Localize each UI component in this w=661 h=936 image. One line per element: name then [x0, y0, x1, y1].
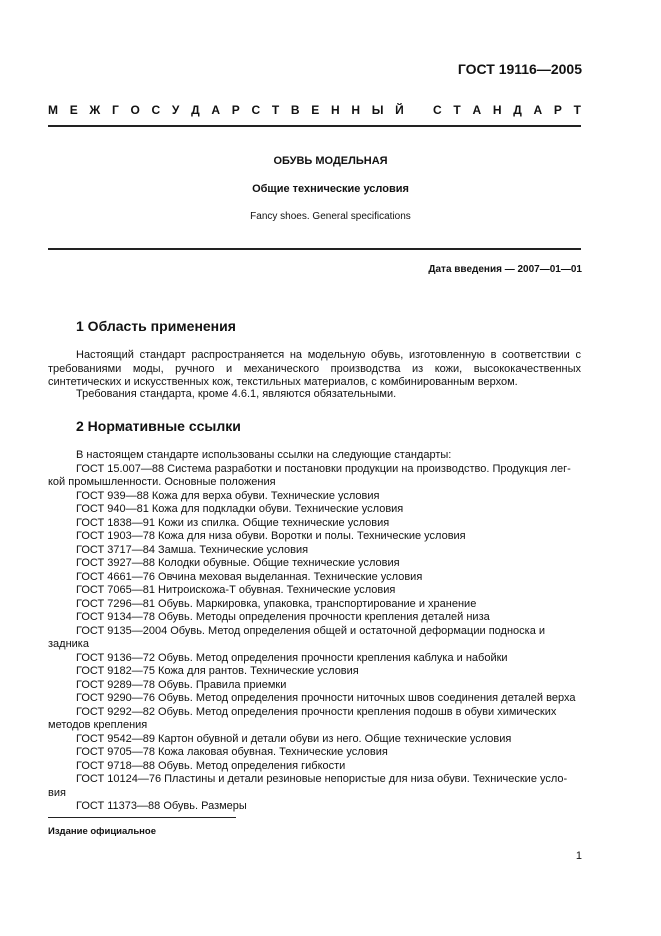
reference-text: ГОСТ 9134—78 Обувь. Методы определения прочности крепления деталей низа — [76, 611, 490, 623]
reference-item — [48, 463, 581, 490]
banner_left-letter: М — [48, 103, 58, 117]
document-title: ОБУВЬ МОДЕЛЬНАЯ — [273, 155, 388, 167]
reference-text: ГОСТ 939—88 Кожа для верха обуви. Технические условия — [76, 489, 380, 502]
reference-text: ГОСТ 9290—76 Обувь. Метод определения прочности ниточных швов соединения деталей верха — [76, 692, 576, 704]
reference-item — [48, 773, 581, 800]
section-1-heading: 1 Область применения — [76, 318, 236, 334]
normative-references — [48, 449, 581, 814]
reference-text: ГОСТ 10124—76 Пластины и детали резиновые непористые для низа обуви. Технические усло- — [76, 773, 568, 785]
reference-item — [48, 733, 581, 747]
reference-item — [48, 665, 581, 679]
banner_left-letter: Е — [311, 103, 320, 117]
reference-item — [48, 706, 581, 733]
standard-id: ГОСТ 19116—2005 — [457, 61, 582, 77]
reference-text: ГОСТ 940—81 Кожа для подкладки обуви. Технические условия — [76, 503, 404, 515]
interstate-standard-banner — [48, 103, 581, 117]
banner_left-letter: Ы — [371, 103, 384, 117]
reference-list — [48, 463, 581, 814]
banner_left-letter: У — [171, 103, 180, 117]
references-intro: В настоящем стандарте использованы ссылки на следующие стандарты: — [76, 449, 452, 461]
reference-item — [48, 517, 581, 531]
reference-continuation: вия — [48, 786, 66, 799]
reference-item — [48, 679, 581, 693]
banner_left-letter: Е — [69, 103, 78, 117]
section-1-paragraph-1: Настоящий стандарт распространяется на модельную обувь, изготовленную в соответствии с требованиями моды, ручного и механического производства из кожи, высококачественных синтетических и искусственных кож, текстильных материалов, с комбинированным верхом. — [48, 349, 581, 388]
banner_left-letter: С — [251, 103, 261, 117]
official-edition-note: Издание официальное — [48, 826, 156, 837]
reference-text: ГОСТ 3927—88 Колодки обувные. Общие технические условия — [76, 557, 400, 569]
document-subtitle: Общие технические условия — [252, 183, 409, 195]
banner_left-letter: Ж — [89, 103, 101, 117]
english-title: Fancy shoes. General specifications — [250, 211, 411, 222]
banner_left-letter: Н — [351, 103, 361, 117]
reference-item — [48, 544, 581, 558]
reference-text: ГОСТ 1838—91 Кожи из спилка. Общие технические условия — [76, 516, 390, 529]
page-number: 1 — [575, 850, 582, 862]
reference-item — [48, 611, 581, 625]
reference-item — [48, 760, 581, 774]
reference-item — [48, 571, 581, 585]
reference-text: ГОСТ 9135—2004 Обувь. Метод определения общей и остаточной деформации подноска и — [76, 624, 546, 637]
banner_right-letter: Р — [553, 103, 562, 117]
reference-text: ГОСТ 4661—76 Овчина меховая выделанная. Технические условия — [76, 570, 423, 583]
reference-text: ГОСТ 1903—78 Кожа для низа обуви. Воротки и полы. Технические условия — [76, 530, 466, 542]
reference-text: ГОСТ 7065—81 Нитроискожа-Т обувная. Технические условия — [76, 584, 396, 596]
banner_left-letter: Р — [231, 103, 240, 117]
reference-text: ГОСТ 3717—84 Замша. Технические условия — [76, 543, 309, 556]
reference-text: ГОСТ 11373—88 Обувь. Размеры — [76, 800, 247, 812]
banner_right-letter: Т — [453, 103, 461, 117]
section-1-paragraph-2: Требования стандарта, кроме 4.6.1, являются обязательными. — [76, 388, 397, 400]
reference-continuation: задника — [48, 638, 89, 650]
reference-item — [48, 625, 581, 652]
banner-word-standard — [433, 103, 581, 117]
banner_right-letter: А — [533, 103, 543, 117]
banner_right-letter: Н — [492, 103, 502, 117]
reference-text: ГОСТ 9136—72 Обувь. Метод определения прочности крепления каблука и набойки — [76, 651, 508, 664]
banner_right-letter: Т — [573, 103, 581, 117]
reference-text: ГОСТ 9182—75 Кожа для рантов. Технические условия — [76, 665, 359, 677]
banner_left-letter: Й — [395, 103, 404, 117]
banner-word-interstate — [48, 103, 404, 117]
section-2-heading: 2 Нормативные ссылки — [76, 418, 241, 434]
banner_right-letter: Д — [513, 103, 522, 117]
reference-text: ГОСТ 9705—78 Кожа лаковая обувная. Технические условия — [76, 746, 388, 758]
reference-text: ГОСТ 9292—82 Обувь. Метод определения прочности крепления подошв в обуви химических — [76, 705, 557, 718]
top-rule — [48, 125, 581, 127]
reference-continuation: кой промышленности. Основные положения — [48, 476, 276, 488]
reference-item — [48, 692, 581, 706]
reference-text: ГОСТ 9542—89 Картон обувной и детали обуви из него. Общие технические условия — [76, 732, 512, 745]
introduction-date: Дата введения — 2007—01—01 — [428, 264, 582, 275]
banner_left-letter: Г — [111, 103, 119, 117]
banner_left-letter: В — [290, 103, 300, 117]
banner_left-letter: Н — [330, 103, 340, 117]
reference-continuation: методов крепления — [48, 719, 148, 731]
reference-text: ГОСТ 7296—81 Обувь. Маркировка, упаковка, транспортирование и хранение — [76, 597, 477, 610]
reference-item — [48, 490, 581, 504]
title-rule — [48, 248, 581, 250]
reference-item — [48, 652, 581, 666]
footer-rule — [48, 817, 236, 818]
reference-text: ГОСТ 9718—88 Обувь. Метод определения гибкости — [76, 759, 346, 772]
banner_left-letter: С — [151, 103, 161, 117]
reference-item — [48, 584, 581, 598]
banner_left-letter: Д — [191, 103, 200, 117]
reference-text: ГОСТ 15.007—88 Система разработки и постановки продукции на производство. Продукция лег- — [76, 462, 571, 475]
reference-item — [48, 557, 581, 571]
banner_right-letter: А — [472, 103, 482, 117]
reference-text: ГОСТ 9289—78 Обувь. Правила приемки — [76, 678, 287, 691]
reference-item — [48, 530, 581, 544]
banner_left-letter: Т — [271, 103, 280, 117]
banner_left-letter: О — [130, 103, 140, 117]
reference-item — [48, 800, 581, 814]
reference-item — [48, 746, 581, 760]
banner_left-letter: А — [211, 103, 221, 117]
reference-item — [48, 503, 581, 517]
reference-item — [48, 598, 581, 612]
banner_right-letter: С — [433, 103, 442, 117]
